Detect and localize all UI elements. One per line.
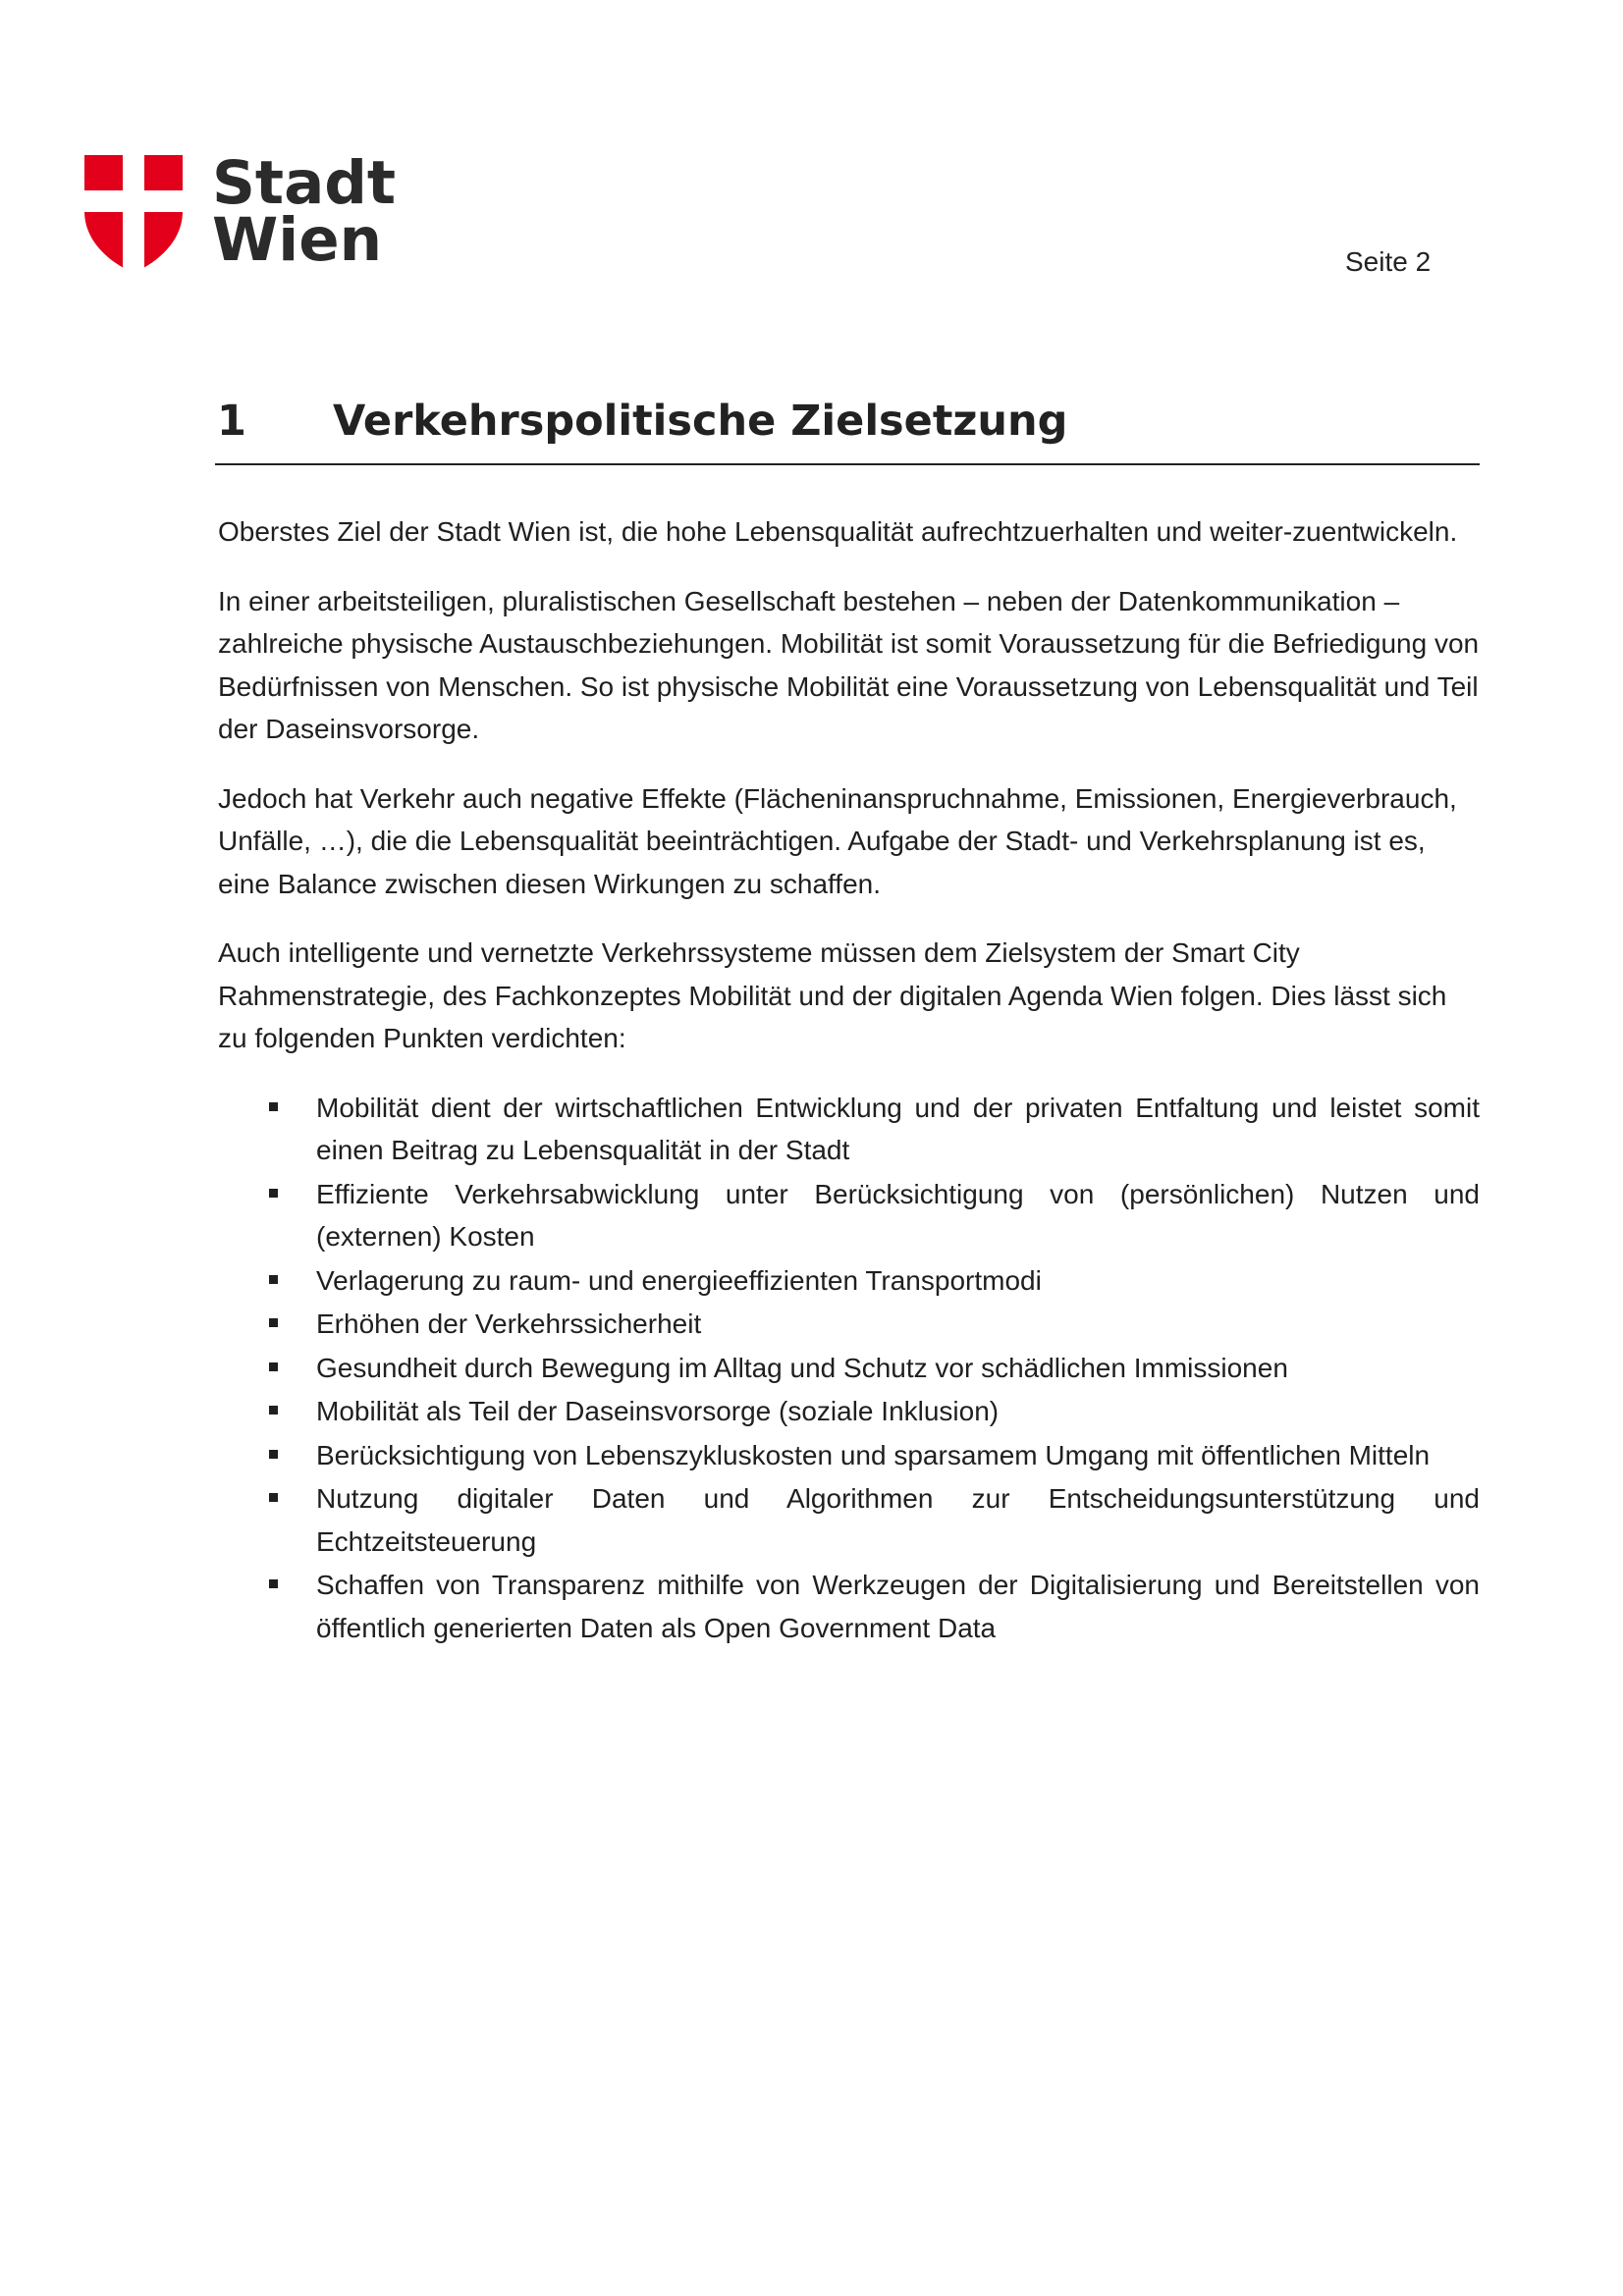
bullet-square-icon xyxy=(269,1189,278,1198)
shield-cross-vertical xyxy=(123,155,144,273)
paragraph: Auch intelligente und vernetzte Verkehrssysteme müssen dem Zielsystem der Smart City Rahmenstrategie, des Fachkonzeptes Mobilität und der digitalen Agenda Wien folgen. Dies lässt sich zu folgenden Punkten verdichten: xyxy=(218,937,1447,1053)
section-number: 1 xyxy=(217,397,246,446)
logo-line-stadt: Stadt xyxy=(212,148,397,218)
paragraph: In einer arbeitsteiligen, pluralistischen Gesellschaft bestehen – neben der Datenkommunikation – zahlreiche physische Austauschbeziehungen. Mobilität ist somit Voraussetzung für die Befriedigung von Bedürfnissen von Menschen. So ist physische Mobilität eine Voraussetzung von Lebensqualität und Teil der Daseinsvorsorge. xyxy=(218,585,1480,744)
list-item-text: Erhöhen der Verkehrssicherheit xyxy=(316,1308,702,1339)
bullet-square-icon xyxy=(269,1275,278,1284)
bullet-square-icon xyxy=(269,1579,278,1588)
bullet-square-icon xyxy=(269,1450,278,1459)
list-item xyxy=(218,1347,1480,1390)
list-item xyxy=(218,1173,1480,1258)
bullet-square-icon xyxy=(269,1362,278,1371)
page-number: Seite 2 xyxy=(1345,246,1432,277)
list-item-text: Mobilität dient der wirtschaftlichen Entwicklung und der privaten Entfaltung und leistet somit einen Beitrag zu Lebensqualität in der Stadt xyxy=(316,1092,1480,1165)
list-item-text: Berücksichtigung von Lebenszykluskosten und sparsamem Umgang mit öffentlichen Mitteln xyxy=(316,1439,1431,1470)
bullet-square-icon xyxy=(269,1318,278,1327)
list-item xyxy=(218,1477,1480,1563)
paragraph: Jedoch hat Verkehr auch negative Effekte (Flächeninanspruchnahme, Emissionen, Energieverbrauch, Unfälle, …), die die Lebensqualität beeinträchtigen. Aufgabe der Stadt- und Verkehrsplanung ist es, eine Balance zwischen diesen Wirkungen zu schaffen. xyxy=(218,782,1457,899)
list-item-text: Verlagerung zu raum- und energieeffizienten Transportmodi xyxy=(316,1264,1042,1296)
bullet-square-icon xyxy=(269,1493,278,1502)
goals-list xyxy=(218,1087,1480,1650)
list-item-text: Nutzung digitaler Daten und Algorithmen zur Entscheidungsunterstützung und Echtzeitsteuerung xyxy=(316,1483,1480,1557)
list-item xyxy=(218,1259,1480,1303)
section-title: Verkehrspolitische Zielsetzung xyxy=(333,397,1068,446)
section-heading xyxy=(215,391,1480,465)
bullet-square-icon xyxy=(269,1406,278,1415)
bullet-square-icon xyxy=(269,1102,278,1111)
list-item xyxy=(218,1564,1480,1649)
list-item xyxy=(218,1087,1480,1172)
list-item xyxy=(218,1434,1480,1477)
logo-line-wien: Wien xyxy=(212,205,382,275)
logo-wordmark xyxy=(212,148,397,275)
list-item xyxy=(218,1303,1480,1346)
list-item xyxy=(218,1390,1480,1433)
list-item-text: Effiziente Verkehrsabwicklung unter Berücksichtigung von (persönlichen) Nutzen und (externen) Kosten xyxy=(316,1178,1480,1252)
body-content xyxy=(218,510,1480,1650)
list-item-text: Schaffen von Transparenz mithilfe von Werkzeugen der Digitalisierung und Bereitstellen von öffentlich generierten Daten als Open Government Data xyxy=(316,1570,1480,1643)
list-item-text: Gesundheit durch Bewegung im Alltag und Schutz vor schädlichen Immissionen xyxy=(316,1352,1288,1383)
shield-cross-horizontal xyxy=(84,190,183,212)
stadt-wien-logo xyxy=(84,148,397,277)
vienna-shield-icon xyxy=(84,155,183,273)
paragraph: Oberstes Ziel der Stadt Wien ist, die hohe Lebensqualität aufrechtzuerhalten und weiter-zuentwickeln. xyxy=(218,516,1458,547)
list-item-text: Mobilität als Teil der Daseinsvorsorge (soziale Inklusion) xyxy=(316,1396,1000,1426)
